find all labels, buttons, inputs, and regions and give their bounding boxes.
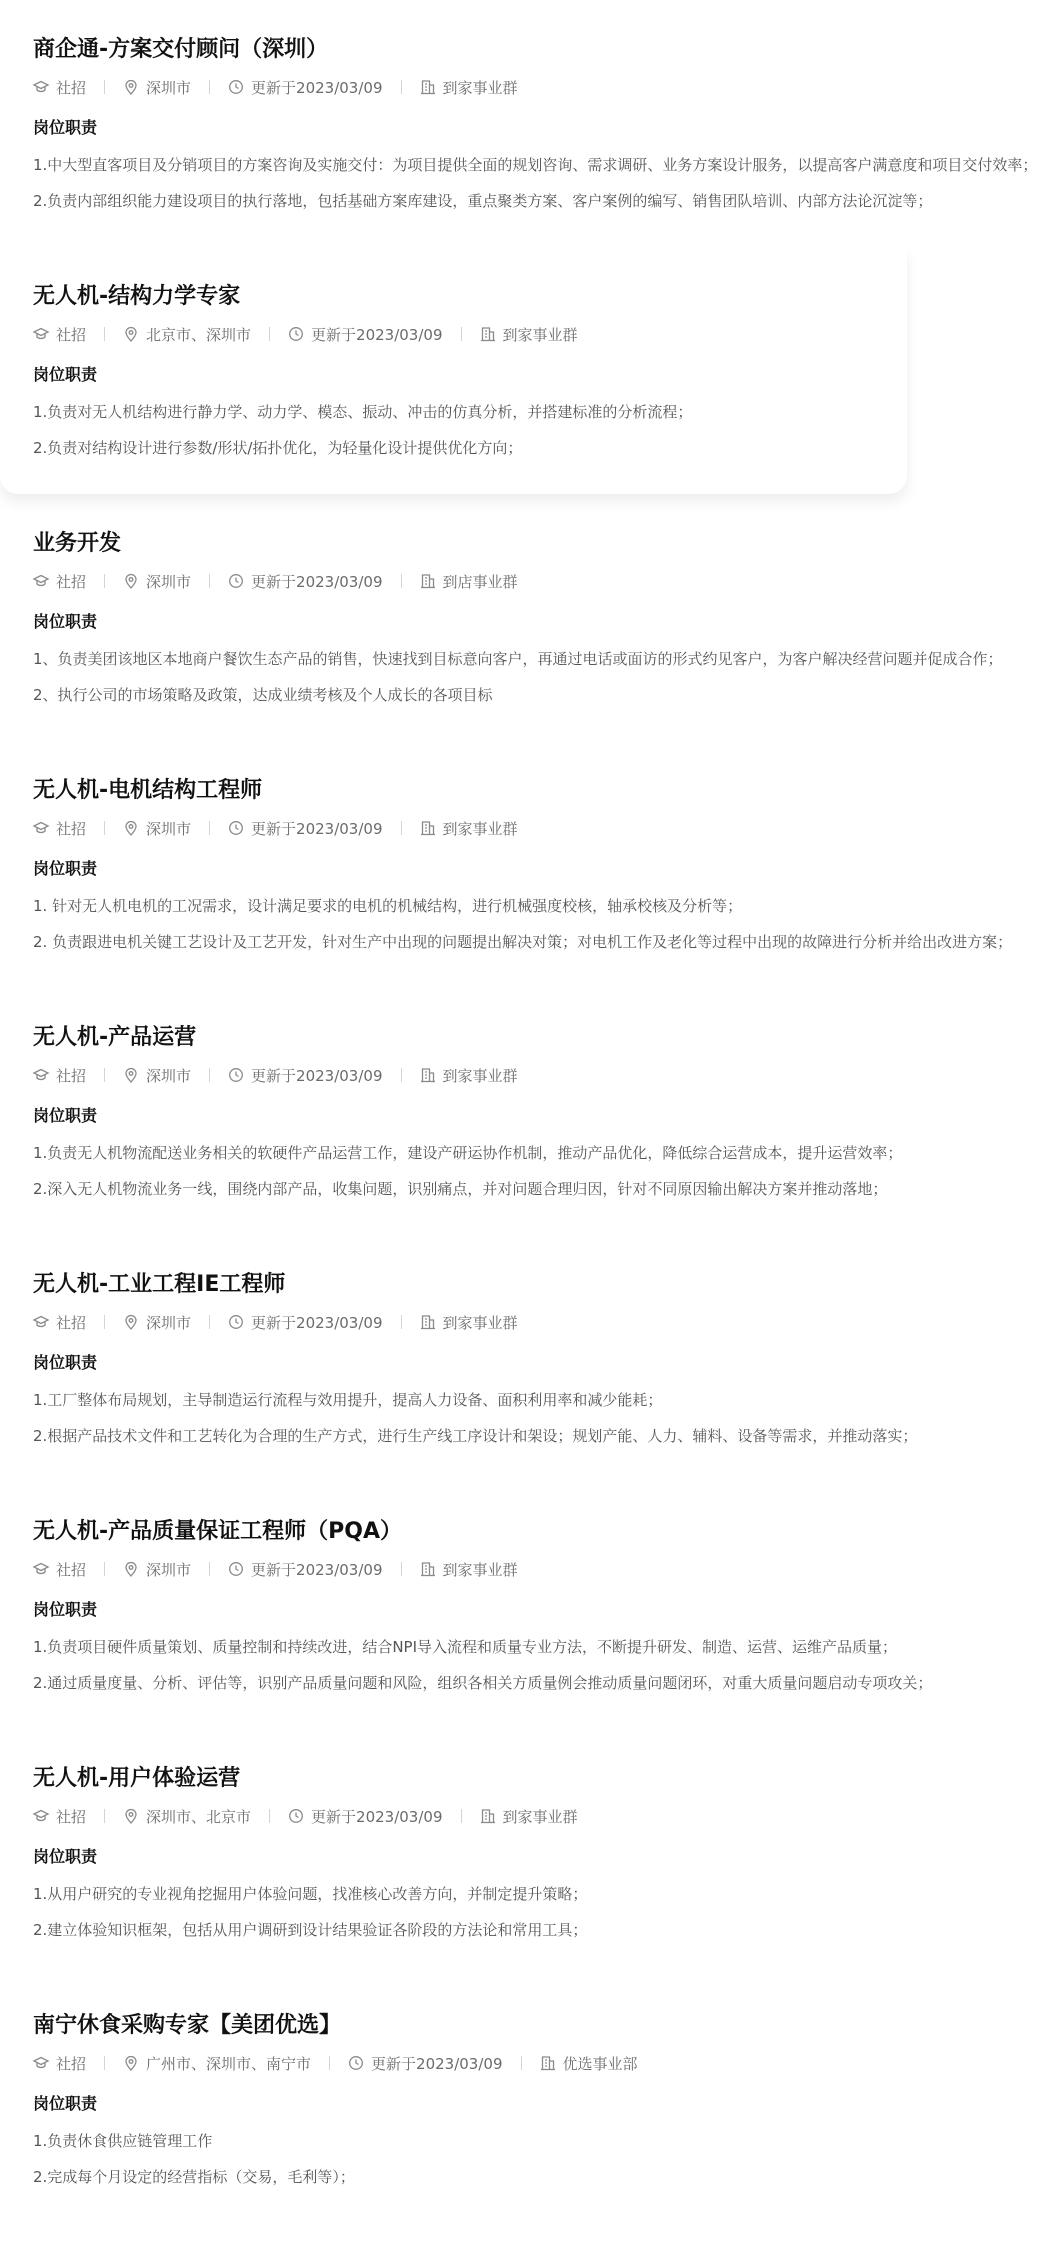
job-meta: [33, 76, 907, 98]
job-type: [33, 2053, 86, 2074]
duty-line: 1.工厂整体布局规划，主导制造运行流程与效用提升，提高人力设备、面积利用率和减少能耗；: [33, 1391, 663, 1409]
job-location: [123, 324, 251, 345]
clock-icon: [228, 79, 244, 95]
job-location: [123, 1065, 191, 1086]
job-meta: [33, 323, 907, 345]
duty-line: 2、执行公司的市场策略及政策，达成业绩考核及个人成长的各项目标: [33, 686, 493, 704]
meta-divider: [401, 821, 402, 835]
duty-line: 2.完成每个月设定的经营指标（交易，毛利等）；: [33, 2168, 355, 2186]
job-meta: [33, 1558, 907, 1580]
map-pin-icon: [123, 1314, 139, 1330]
job-location-label: 深圳市、北京市: [146, 1807, 252, 1826]
job-department-label: 到店事业群: [442, 572, 518, 591]
job-department-label: 到家事业群: [442, 1313, 518, 1332]
job-updated: [348, 2053, 502, 2074]
graduation-cap-icon: [33, 79, 49, 95]
duty-line: 1、负责美团该地区本地商户餐饮生态产品的销售，快速找到目标意向客户，再通过电话或面访的形式约见客户，为客户解决经营问题并促成合作；: [33, 650, 1003, 668]
job-location: [123, 1806, 251, 1827]
duties-heading: 岗位职责: [33, 859, 98, 878]
job-type: [33, 1312, 86, 1333]
job-type-label: 社招: [56, 325, 87, 344]
duties-heading: 岗位职责: [33, 1600, 98, 1619]
meta-divider: [401, 80, 402, 94]
job-location: [123, 1312, 191, 1333]
job-card[interactable]: [0, 1235, 918, 1482]
job-card[interactable]: [0, 1482, 933, 1729]
job-department: [420, 1312, 518, 1333]
job-type: [33, 1559, 86, 1580]
meta-divider: [104, 1809, 105, 1823]
duties-heading: 岗位职责: [33, 612, 98, 631]
job-updated: [228, 818, 382, 839]
meta-divider: [104, 821, 105, 835]
duty-line: 2.根据产品技术文件和工艺转化为合理的生产方式，进行生产线工序设计和架设；规划产能、人力、辅料、设备等需求，并推动落实；: [33, 1427, 918, 1445]
job-title[interactable]: 南宁休食采购专家【美团优选】: [33, 2013, 342, 2038]
job-location: [123, 818, 191, 839]
job-meta: [33, 1064, 907, 1086]
job-title[interactable]: 无人机-产品运营: [33, 1025, 197, 1050]
job-card[interactable]: [0, 494, 1003, 741]
meta-divider: [521, 2056, 522, 2070]
map-pin-icon: [123, 1067, 139, 1083]
duty-line: 1.负责项目硬件质量策划、质量控制和持续改进，结合NPI导入流程和质量专业方法，不断提升研发、制造、运营、运维产品质量；: [33, 1638, 898, 1656]
building-icon: [420, 1067, 436, 1083]
job-meta: [33, 2052, 907, 2074]
job-location-label: 深圳市: [146, 1560, 192, 1579]
meta-divider: [104, 574, 105, 588]
duty-line: 1.从用户研究的专业视角挖掘用户体验问题，找准核心改善方向，并制定提升策略；: [33, 1885, 588, 1903]
meta-divider: [461, 1809, 462, 1823]
job-updated-label: 更新于2023/03/09: [251, 78, 383, 97]
job-updated-label: 更新于2023/03/09: [251, 572, 383, 591]
job-card[interactable]: [0, 988, 907, 1235]
map-pin-icon: [123, 326, 139, 342]
job-department-label: 到家事业群: [442, 1066, 518, 1085]
job-type-label: 社招: [56, 1807, 87, 1826]
meta-divider: [209, 1068, 210, 1082]
job-type-label: 社招: [56, 2054, 87, 2073]
job-type: [33, 571, 86, 592]
job-title[interactable]: 无人机-工业工程IE工程师: [33, 1272, 286, 1297]
job-location-label: 深圳市: [146, 572, 192, 591]
job-department-label: 到家事业群: [502, 325, 578, 344]
job-location-label: 深圳市: [146, 1313, 192, 1332]
job-updated: [288, 324, 442, 345]
meta-divider: [209, 80, 210, 94]
duty-line: 1.负责对无人机结构进行静力学、动力学、模态、振动、冲击的仿真分析，并搭建标准的分析流程；: [33, 403, 693, 421]
graduation-cap-icon: [33, 1808, 49, 1824]
job-department-label: 优选事业部: [562, 2054, 638, 2073]
clock-icon: [288, 1808, 304, 1824]
meta-divider: [401, 1562, 402, 1576]
job-updated: [228, 571, 382, 592]
job-meta: [33, 1805, 907, 1827]
job-department: [420, 571, 518, 592]
job-location: [123, 2053, 311, 2074]
job-location-label: 深圳市: [146, 1066, 192, 1085]
job-title[interactable]: 无人机-电机结构工程师: [33, 778, 263, 803]
job-department: [420, 818, 518, 839]
job-card[interactable]: [0, 1729, 907, 1976]
graduation-cap-icon: [33, 1314, 49, 1330]
graduation-cap-icon: [33, 820, 49, 836]
graduation-cap-icon: [33, 326, 49, 342]
clock-icon: [228, 1314, 244, 1330]
job-updated-label: 更新于2023/03/09: [251, 1066, 383, 1085]
job-type-label: 社招: [56, 572, 87, 591]
job-type-label: 社招: [56, 1066, 87, 1085]
map-pin-icon: [123, 79, 139, 95]
job-updated: [228, 77, 382, 98]
clock-icon: [228, 573, 244, 589]
job-department-label: 到家事业群: [442, 1560, 518, 1579]
job-meta: [33, 570, 907, 592]
duty-line: 2.负责内部组织能力建设项目的执行落地，包括基础方案库建设，重点聚类方案、客户案例的编写、销售团队培训、内部方法论沉淀等；: [33, 192, 933, 210]
duties-heading: 岗位职责: [33, 1353, 98, 1372]
job-type: [33, 77, 86, 98]
job-location-label: 广州市、深圳市、南宁市: [146, 2054, 312, 2073]
job-title[interactable]: 业务开发: [33, 531, 122, 556]
job-meta: [33, 817, 907, 839]
building-icon: [480, 1808, 496, 1824]
clock-icon: [288, 326, 304, 342]
job-type: [33, 1065, 86, 1086]
duties-heading: 岗位职责: [33, 1106, 98, 1125]
meta-divider: [104, 327, 105, 341]
job-card[interactable]: [0, 247, 907, 494]
job-department-label: 到家事业群: [442, 78, 518, 97]
job-type-label: 社招: [56, 78, 87, 97]
graduation-cap-icon: [33, 2055, 49, 2071]
duties-heading: 岗位职责: [33, 365, 98, 384]
map-pin-icon: [123, 820, 139, 836]
meta-divider: [269, 1809, 270, 1823]
building-icon: [480, 326, 496, 342]
building-icon: [420, 1561, 436, 1577]
job-type: [33, 818, 86, 839]
job-title[interactable]: 商企通-方案交付顾问（深圳）: [33, 37, 329, 62]
job-title[interactable]: 无人机-结构力学专家: [33, 284, 241, 309]
job-updated: [228, 1065, 382, 1086]
job-department: [420, 77, 518, 98]
duties-heading: 岗位职责: [33, 1847, 98, 1866]
job-card[interactable]: [0, 1976, 907, 2223]
duty-line: 2.建立体验知识框架，包括从用户调研到设计结果验证各阶段的方法论和常用工具；: [33, 1921, 588, 1939]
duty-line: 2.负责对结构设计进行参数/形状/拓扑优化，为轻量化设计提供优化方向；: [33, 439, 523, 457]
job-updated-label: 更新于2023/03/09: [371, 2054, 503, 2073]
clock-icon: [228, 1561, 244, 1577]
meta-divider: [209, 574, 210, 588]
job-card[interactable]: [0, 741, 1013, 988]
job-updated-label: 更新于2023/03/09: [311, 325, 443, 344]
job-location: [123, 77, 191, 98]
meta-divider: [209, 1562, 210, 1576]
job-department: [420, 1065, 518, 1086]
meta-divider: [104, 80, 105, 94]
map-pin-icon: [123, 573, 139, 589]
building-icon: [420, 820, 436, 836]
building-icon: [540, 2055, 556, 2071]
graduation-cap-icon: [33, 1561, 49, 1577]
duty-line: 2.通过质量度量、分析、评估等，识别产品质量问题和风险，组织各相关方质量例会推动质量问题闭环，对重大质量问题启动专项攻关；: [33, 1674, 933, 1692]
map-pin-icon: [123, 1561, 139, 1577]
job-updated: [228, 1559, 382, 1580]
building-icon: [420, 573, 436, 589]
meta-divider: [269, 327, 270, 341]
map-pin-icon: [123, 1808, 139, 1824]
meta-divider: [401, 1315, 402, 1329]
job-department-label: 到家事业群: [502, 1807, 578, 1826]
graduation-cap-icon: [33, 1067, 49, 1083]
job-location-label: 深圳市: [146, 78, 192, 97]
job-updated-label: 更新于2023/03/09: [251, 1560, 383, 1579]
clock-icon: [348, 2055, 364, 2071]
meta-divider: [329, 2056, 330, 2070]
job-type-label: 社招: [56, 819, 87, 838]
job-type: [33, 1806, 86, 1827]
job-department-label: 到家事业群: [442, 819, 518, 838]
job-department: [480, 324, 578, 345]
meta-divider: [461, 327, 462, 341]
duty-line: 1. 针对无人机电机的工况需求，设计满足要求的电机的机械结构，进行机械强度校核，轴承校核及分析等；: [33, 897, 743, 915]
duties-heading: 岗位职责: [33, 2094, 98, 2113]
job-location-label: 北京市、深圳市: [146, 325, 252, 344]
job-location: [123, 1559, 191, 1580]
meta-divider: [209, 821, 210, 835]
duty-line: 2.深入无人机物流业务一线，围绕内部产品，收集问题，识别痛点，并对问题合理归因，针对不同原因输出解决方案并推动落地；: [33, 1180, 888, 1198]
meta-divider: [401, 574, 402, 588]
duty-line: 1.负责休食供应链管理工作: [33, 2132, 213, 2150]
map-pin-icon: [123, 2055, 139, 2071]
job-type-label: 社招: [56, 1313, 87, 1332]
job-location-label: 深圳市: [146, 819, 192, 838]
job-department: [480, 1806, 578, 1827]
duty-line: 1.中大型直客项目及分销项目的方案咨询及实施交付：为项目提供全面的规划咨询、需求调研、业务方案设计服务，以提高客户满意度和项目交付效率；: [33, 156, 1037, 174]
duty-line: 1.负责无人机物流配送业务相关的软硬件产品运营工作，建设产研运协作机制，推动产品优化，降低综合运营成本，提升运营效率；: [33, 1144, 903, 1162]
meta-divider: [104, 2056, 105, 2070]
job-type-label: 社招: [56, 1560, 87, 1579]
job-meta: [33, 1311, 907, 1333]
job-title[interactable]: 无人机-用户体验运营: [33, 1766, 241, 1791]
meta-divider: [104, 1068, 105, 1082]
meta-divider: [104, 1562, 105, 1576]
building-icon: [420, 1314, 436, 1330]
job-updated: [288, 1806, 442, 1827]
job-department: [540, 2053, 638, 2074]
meta-divider: [104, 1315, 105, 1329]
job-card[interactable]: [0, 0, 1037, 247]
meta-divider: [401, 1068, 402, 1082]
job-updated-label: 更新于2023/03/09: [251, 1313, 383, 1332]
duty-line: 2. 负责跟进电机关键工艺设计及工艺开发，针对生产中出现的问题提出解决对策；对电机工作及老化等过程中出现的故障进行分析并给出改进方案；: [33, 933, 1013, 951]
job-title[interactable]: 无人机-产品质量保证工程师（PQA）: [33, 1519, 402, 1544]
job-location: [123, 571, 191, 592]
job-updated-label: 更新于2023/03/09: [311, 1807, 443, 1826]
building-icon: [420, 79, 436, 95]
duties-heading: 岗位职责: [33, 118, 98, 137]
graduation-cap-icon: [33, 573, 49, 589]
clock-icon: [228, 1067, 244, 1083]
job-updated: [228, 1312, 382, 1333]
meta-divider: [209, 1315, 210, 1329]
job-updated-label: 更新于2023/03/09: [251, 819, 383, 838]
job-type: [33, 324, 86, 345]
job-department: [420, 1559, 518, 1580]
clock-icon: [228, 820, 244, 836]
